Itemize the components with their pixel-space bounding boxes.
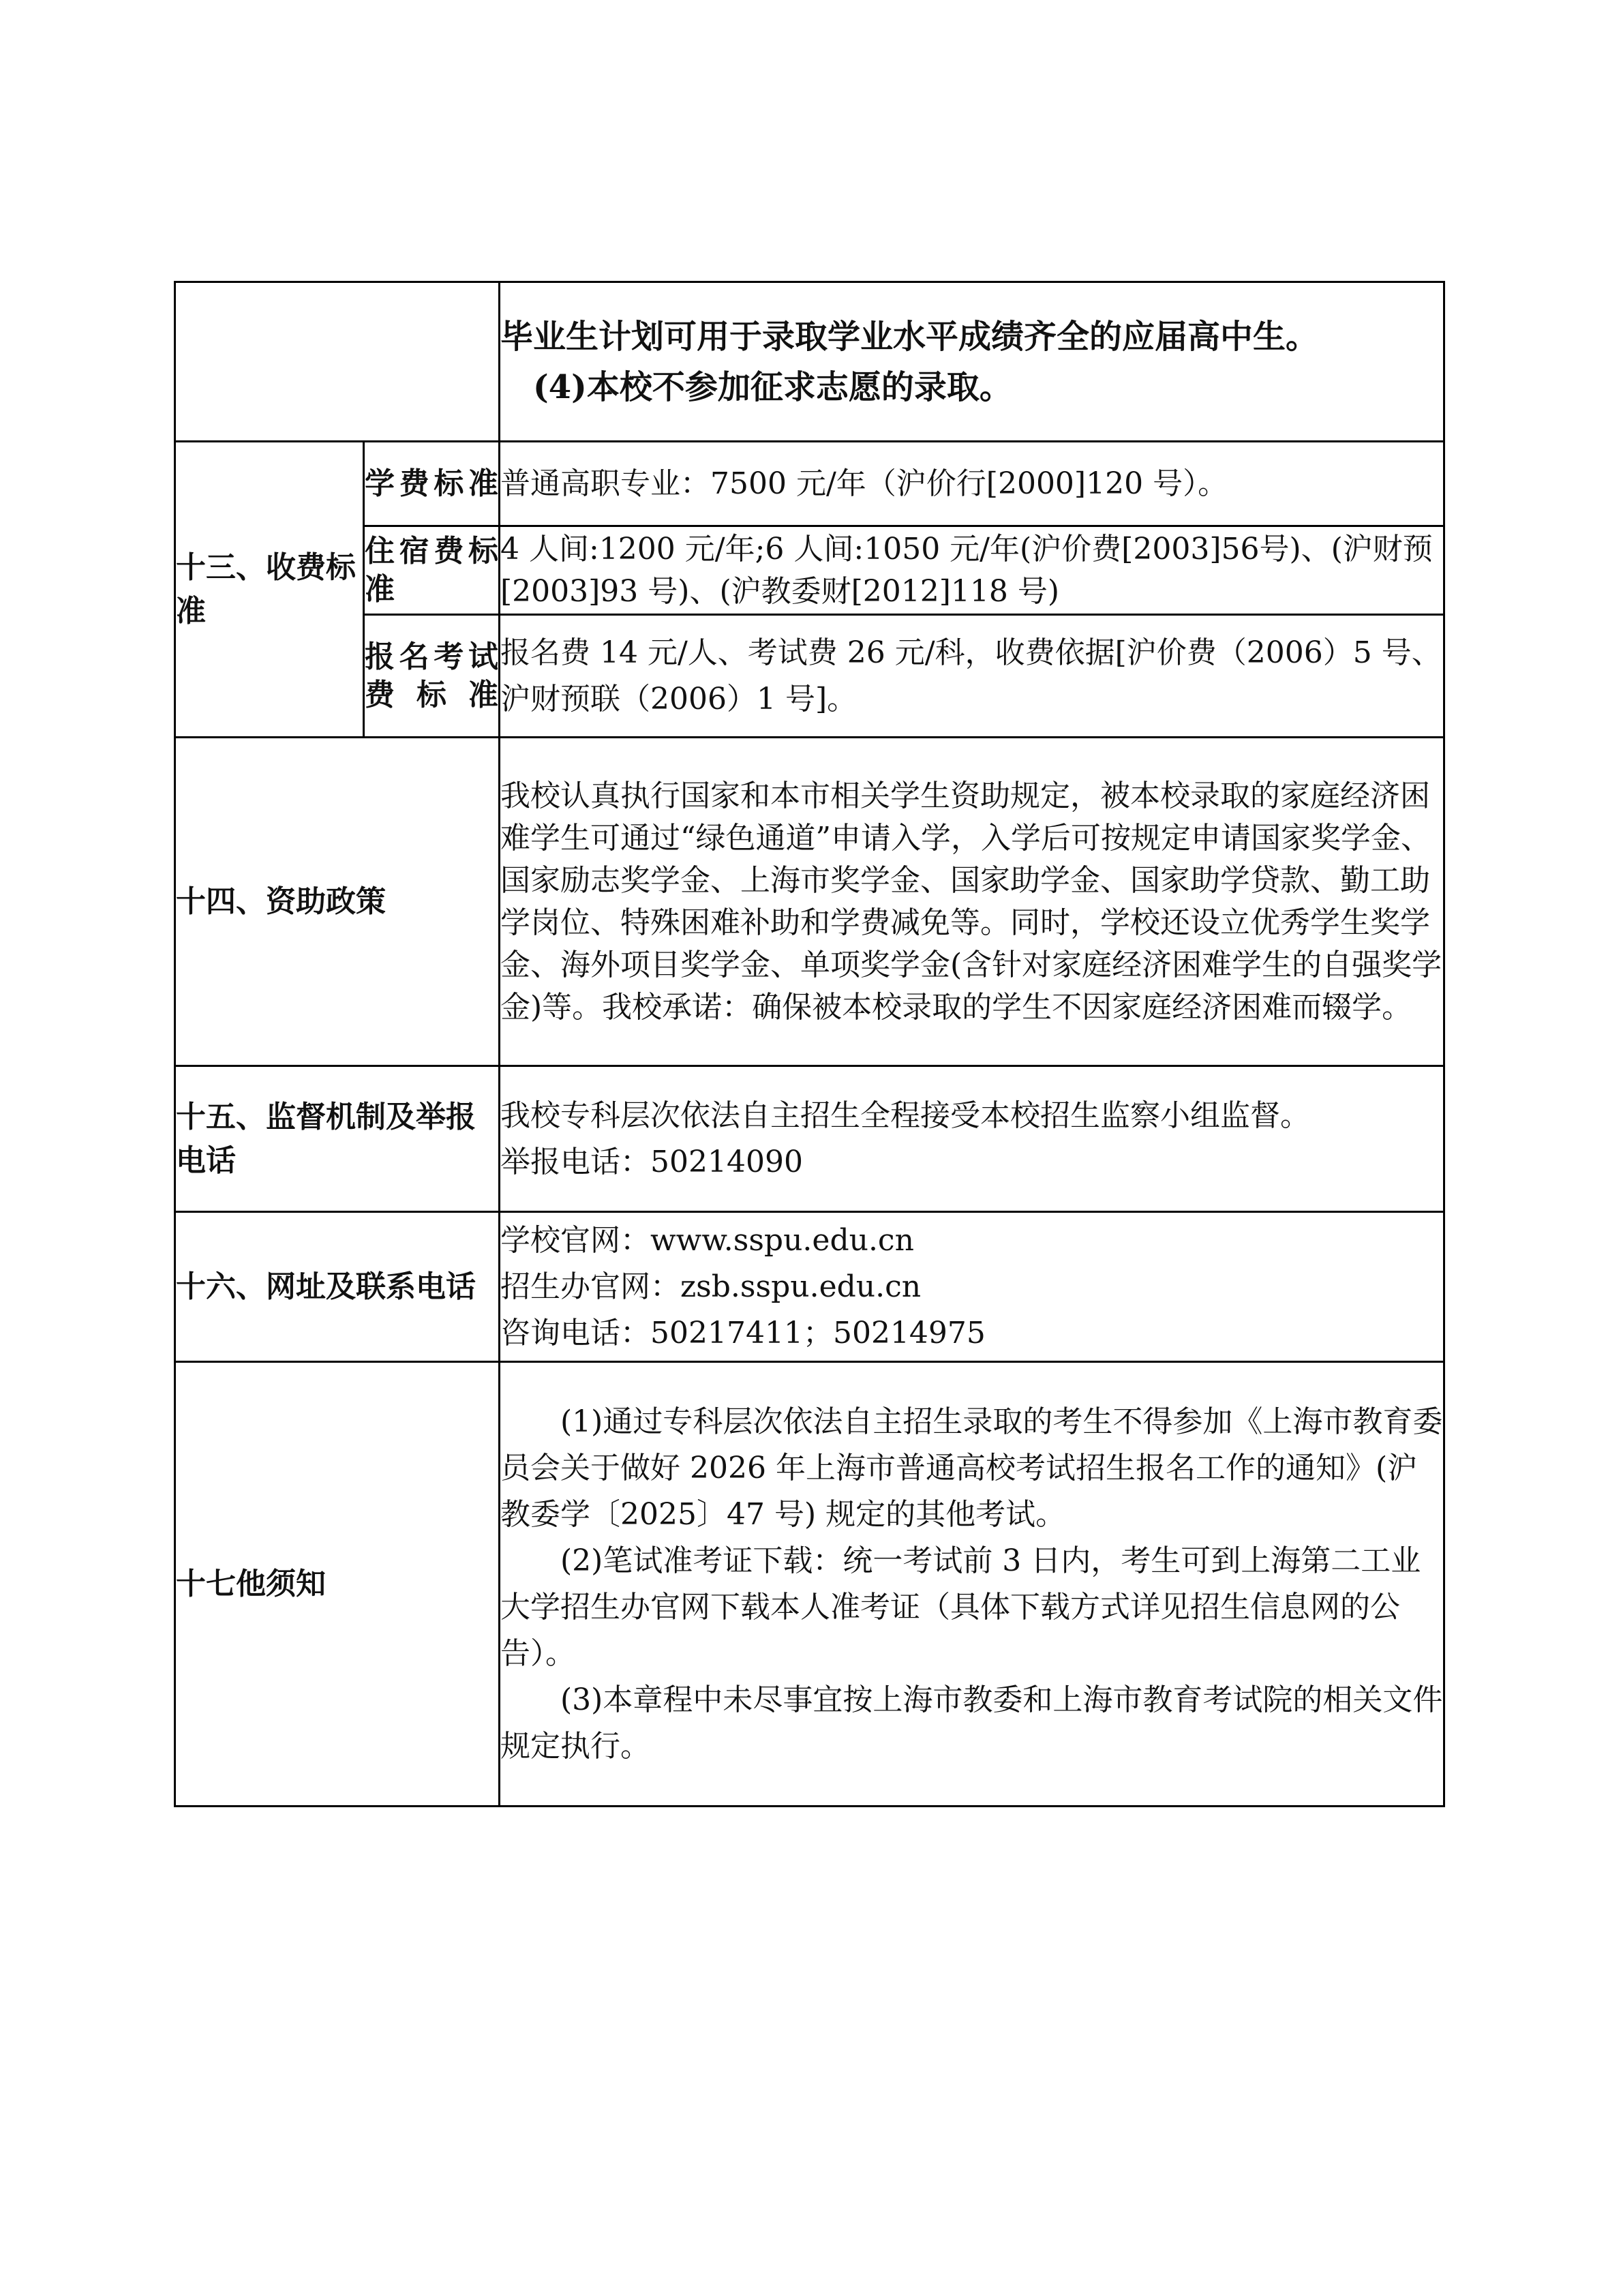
exam-fee-label-text: 报名考试费标准 (365, 639, 498, 712)
report-phone: 举报电话：50214090 (500, 1144, 803, 1179)
note-3: (3)本章程中未尽事宜按上海市教委和上海市教育考试院的相关文件规定执行。 (500, 1682, 1443, 1764)
contact-category: 十六、网址及联系电话 (175, 1212, 500, 1362)
supervision-row (175, 1066, 1444, 1212)
aid-value: 我校认真执行国家和本市相关学生资助规定，被本校录取的家庭经济困难学生可通过“绿色通道”申请入学，入学后可按规定申请国家奖学金、国家励志奖学金、上海市奖学金、国家助学金、国家助学贷款、勤工助学岗位、特殊困难补助和学费减免等。同时，学校还设立优秀学生奖学金、海外项目奖学金、单项奖学金(含针对家庭经济困难学生的自强奖学金)等。我校承诺：确保被本校录取的学生不因家庭经济困难而辍学。 (500, 738, 1444, 1066)
aid-row (175, 738, 1444, 1066)
note-1: (1)通过专科层次依法自主招生录取的考生不得参加《上海市教育委员会关于做好 2026 年上海市普通高校考试招生报名工作的通知》(沪教委学〔2025〕47 号) 规定的其他考试。 (500, 1404, 1443, 1532)
dorm-label-text: 住宿费标准 (365, 533, 498, 607)
supervision-category: 十五、监督机制及举报电话 (175, 1066, 500, 1212)
exam-fee-value: 报名费 14 元/人、考试费 26 元/科，收费依据[沪价费（2006）5 号、沪财预联（2006）1 号]。 (500, 615, 1444, 738)
notes-category: 十七他须知 (175, 1362, 500, 1807)
supervision-value (500, 1066, 1444, 1212)
dorm-value: 4 人间:1200 元/年;6 人间:1050 元/年(沪价费[2003]56号)、(沪财预[2003]93 号)、(沪教委财[2012]118 号) (500, 526, 1444, 615)
school-website: 学校官网：www.sspu.edu.cn (500, 1222, 914, 1258)
fees-row-exam (175, 615, 1444, 738)
aid-category: 十四、资助政策 (175, 738, 500, 1066)
admissions-website: 招生办官网：zsb.sspu.edu.cn (500, 1269, 922, 1304)
inquiry-phone: 咨询电话：50217411；50214975 (500, 1315, 986, 1350)
contact-value (500, 1212, 1444, 1362)
no-solicitation-text: (4)本校不参加征求志愿的录取。 (533, 367, 1012, 406)
notes-value (500, 1362, 1444, 1807)
continuation-value-cell (500, 282, 1444, 442)
note-2: (2)笔试准考证下载：统一考试前 3 日内，考生可到上海第二工业大学招生办官网下载本人准考证（具体下载方式详见招生信息网的公告）。 (500, 1543, 1421, 1671)
continuation-row (175, 282, 1444, 442)
fees-row-tuition (175, 442, 1444, 526)
tuition-label-text: 学费标准 (365, 466, 498, 501)
enrollment-info-table (174, 281, 1445, 1807)
fees-row-dorm (175, 526, 1444, 615)
continuation-label-cell (175, 282, 500, 442)
admission-plan-text: 毕业生计划可用于录取学业水平成绩齐全的应届高中生。 (500, 317, 1319, 356)
dorm-label (364, 526, 500, 615)
fees-category: 十三、收费标准 (175, 442, 364, 738)
exam-fee-label (364, 615, 500, 738)
tuition-value: 普通高职专业：7500 元/年（沪价行[2000]120 号）。 (500, 442, 1444, 526)
supervision-text: 我校专科层次依法自主招生全程接受本校招生监察小组监督。 (500, 1098, 1310, 1133)
contact-row (175, 1212, 1444, 1362)
tuition-label (364, 442, 500, 526)
notes-row (175, 1362, 1444, 1807)
